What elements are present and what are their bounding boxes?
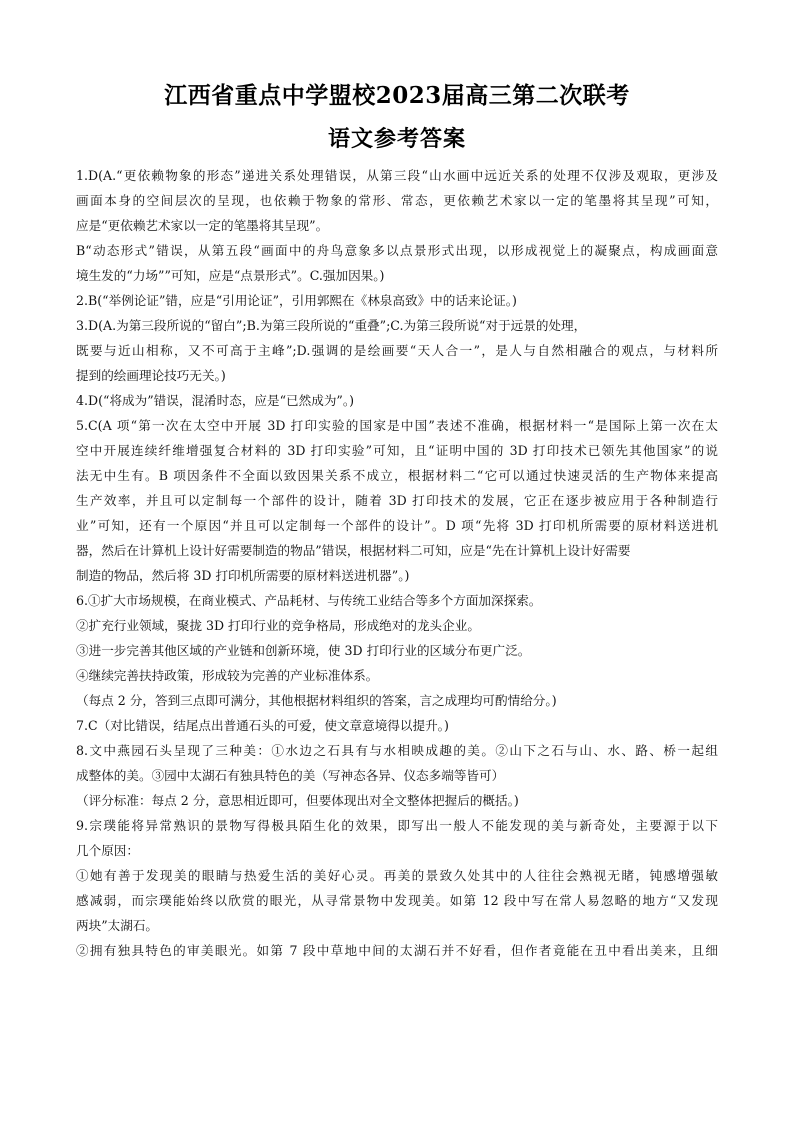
answer-body: [76, 163, 718, 963]
text-line: 器，然后在计算机上设计好需要制造的物品”错误，根据材料二可知，应是“先在计算机上设计好需要: [76, 543, 631, 558]
text-line: 应是“更依赖艺术家以一定的笔墨将其呈现”。: [76, 218, 329, 233]
text-line: 制造的物品，然后将 3D 打印机所需要的原材料送进机器”。): [76, 568, 410, 583]
text-line: 几个原因：: [76, 843, 139, 858]
document-subtitle: 语文参考答案: [327, 126, 466, 152]
text-line: 5.C(A 项“第一次在太空中开展 3D 打印实验的国家是中国”表述不准确，根据材料一“是国际上第一次在太: [76, 418, 718, 433]
text-line: 6.①扩大市场规模，在商业模式、产品耗材、与传统工业结合等多个方面加深探索。: [76, 593, 542, 608]
text-line: ②扩充行业领域，聚拢 3D 打印行业的竞争格局，形成绝对的龙头企业。: [76, 618, 480, 633]
text-line: 生产效率，并且可以定制每一个部件的设计，随着 3D 打印技术的发展，它正在逐步被应用于各种制造行: [76, 493, 718, 508]
text-line: 两块”太湖石。: [76, 918, 159, 933]
text-line: ②拥有独具特色的审美眼光。如第 7 段中草地中间的太湖石并不好看，但作者竟能在丑中看出美来，且细: [76, 943, 718, 958]
text-line: 法无中生有。B 项因条件不全面以致因果关系不成立，根据材料二“它可以通过快速灵活的生产物体来提高: [76, 468, 718, 483]
text-line: 8.文中燕园石头呈现了三种美：①水边之石具有与水相映成趣的美。②山下之石与山、水、路、桥一起组: [76, 743, 718, 758]
text-line: （每点 2 分，答到三点即可满分，其他根据材料组织的答案，言之成理均可酌情给分。): [76, 693, 557, 708]
text-line: ①她有善于发现美的眼睛与热爱生活的美好心灵。再美的景致久处其中的人往往会熟视无睹，钝感增强敏: [76, 868, 718, 883]
text-line: 4.D(“将成为”错误，混淆时态，应是“已然成为”。): [76, 393, 355, 408]
text-line: 境生发的“力场””可知，应是“点景形式”。C.强加因果。): [76, 268, 385, 283]
text-line: 9.宗璞能将异常熟识的景物写得极具陌生化的效果，即写出一般人不能发现的美与新奇处，主要源于以下: [76, 818, 718, 833]
text-line: ③进一步完善其他区域的产业链和创新环境，使 3D 打印行业的区域分布更广泛。: [76, 643, 531, 658]
text-line: 提到的绘画理论技巧无关。): [76, 368, 226, 383]
text-line: ④继续完善扶持政策，形成较为完善的产业标准体系。: [76, 668, 379, 683]
text-line: （评分标准：每点 2 分，意思相近即可，但要体现出对全文整体把握后的概括。): [76, 793, 519, 808]
text-line: 画面本身的空间层次的呈现，也依赖于物象的常形、常态，更依赖艺术家以一定的笔墨将其呈现”可知，: [76, 193, 718, 208]
text-line: 感减弱，而宗璞能始终以欣赏的眼光，从寻常景物中发现美。如第 12 段中写在常人易忽略的地方“又发现: [76, 893, 718, 908]
text-line: 成整体的美。③园中太湖石有独具特色的美（写神态各异、仪态多端等皆可）: [76, 768, 505, 783]
text-line: 2.B(“举例论证”错，应是“引用论证”，引用郭熙在《林泉高致》中的话来论证。): [76, 293, 517, 308]
document-title: 江西省重点中学盟校2023届高三第二次联考: [164, 82, 630, 109]
text-line: 既要与近山相称，又不可高于主峰”;D.强调的是绘画要“天人合一”，是人与自然相融合的观点，与材料所: [76, 343, 718, 358]
text-line: 业”可知，还有一个原因“并且可以定制每一个部件的设计”。D 项“先将 3D 打印机所需要的原材料送进机: [76, 518, 718, 533]
text-line: 空中开展连续纤维增强复合材料的 3D 打印实验”可知，且“证明中国的 3D 打印技术已领先其他国家”的说: [76, 443, 718, 458]
text-line: B“动态形式”错误，从第五段“画面中的舟鸟意象多以点景形式出现，以形成视觉上的凝聚点，构成画面意: [76, 243, 718, 258]
text-line: 1.D(A.“更依赖物象的形态”递进关系处理错误，从第三段“山水画中远近关系的处理不仅涉及观取，更涉及: [76, 168, 718, 183]
text-line: 3.D(A.为第三段所说的“留白”;B.为第三段所说的“重叠”;C.为第三段所说“对于远景的处理，: [76, 318, 587, 333]
text-line: 7.C（对比错误，结尾点出普通石头的可爱，使文章意境得以提升。): [76, 718, 449, 733]
